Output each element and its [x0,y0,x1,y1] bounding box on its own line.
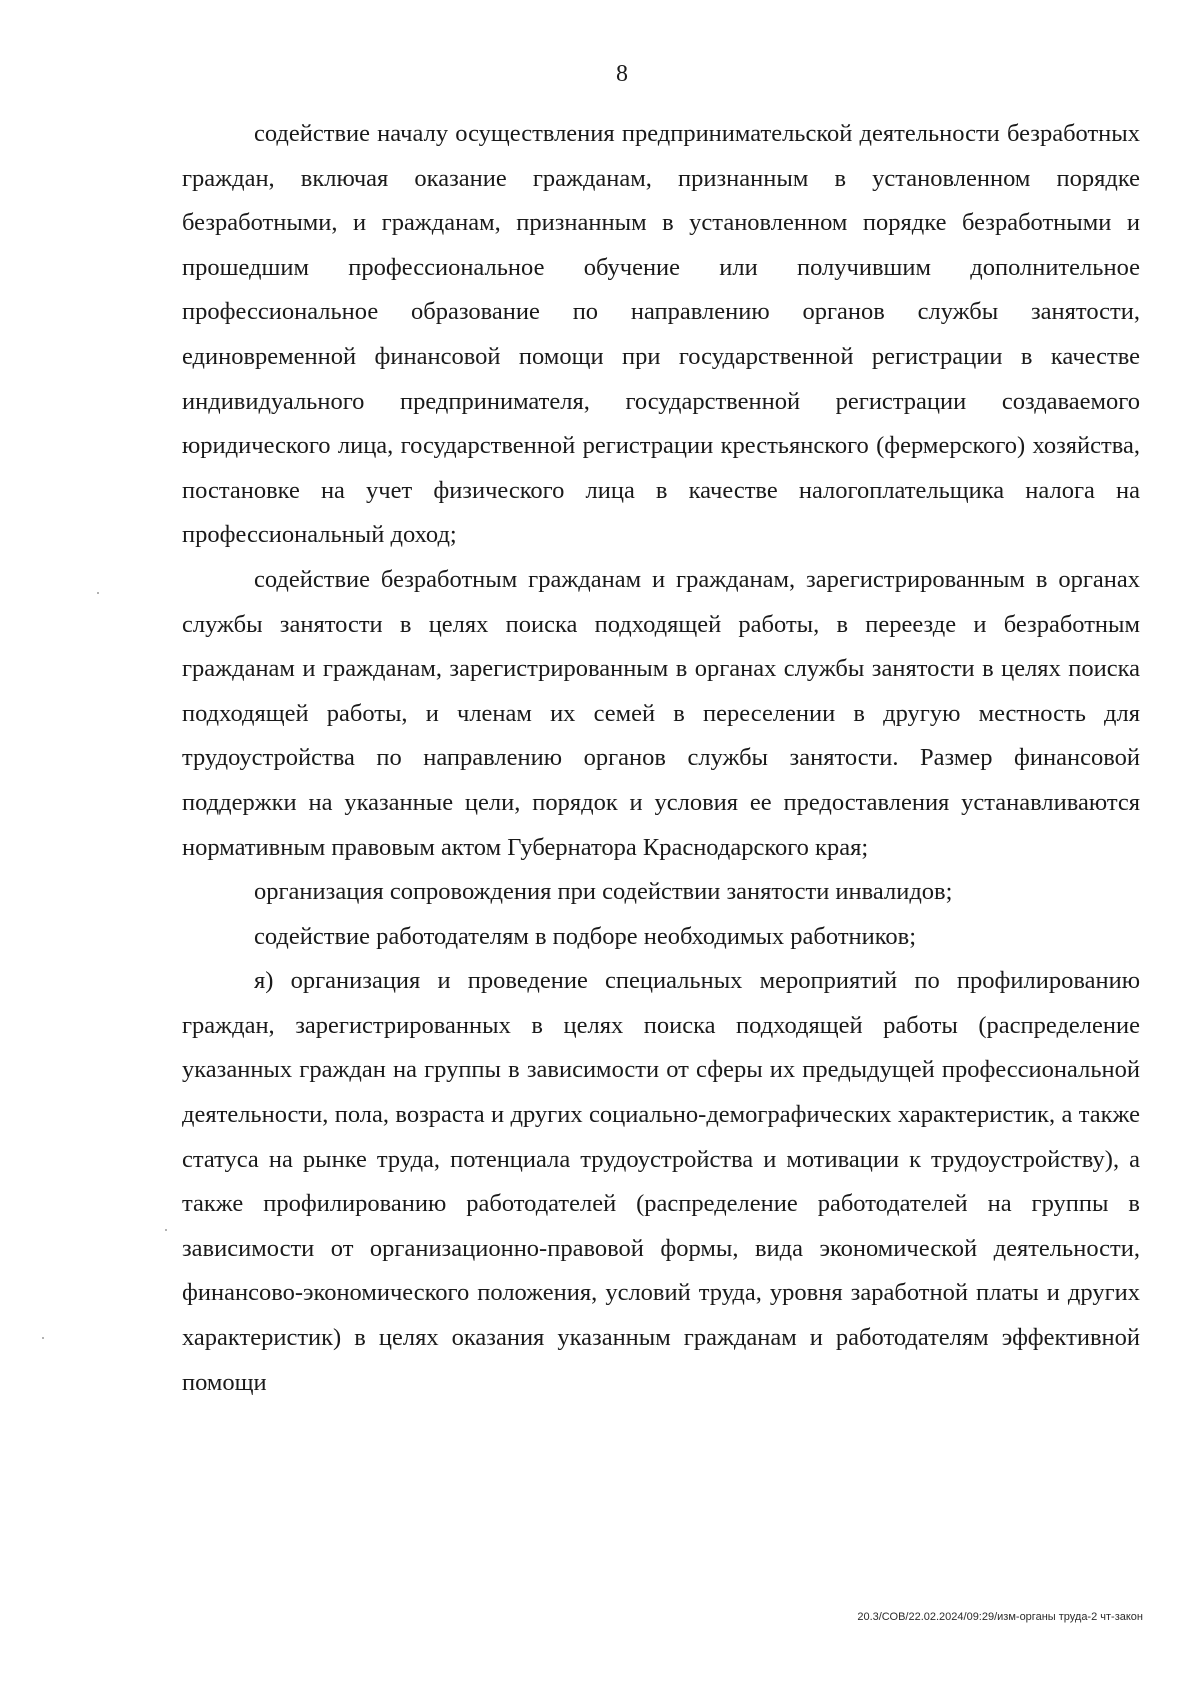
document-body [182,112,1140,1405]
paragraph-disabled-employment: организация сопровождения при содействии занятости инвалидов; [254,878,953,906]
paragraph-profiling: я) организация и проведение специальных мероприятий по профилированию граждан, зарегистрированных в целях поиска подходящей работы (распределение указанных граждан на группы в зависимости от сферы их предыдущей профессиональной деятельности, пола, возраста и других социально-демографических характеристик, а также статуса на рынке труда, потенциала трудоустройства и мотивации к трудоустройству), а также профилированию работодателей (распределение работодателей на группы в зависимости от организационно-правовой формы, вида экономической деятельности, финансово-экономического положения, условий труда, уровня заработной платы и других характеристик) в целях оказания указанным гражданам и работодателям эффективной помощи [182,967,1140,1396]
paragraph-relocation-support: содействие безработным гражданам и гражданам, зарегистрированным в органах службы занятости в целях поиска подходящей работы, в переезде и безработным гражданам и гражданам, зарегистрированным в органах службы занятости в целях поиска подходящей работы, и членам их семей в переселении в другую местность для трудоустройства по направлению органов службы занятости. Размер финансовой поддержки на указанные цели, порядок и условия ее предоставления устанавливаются нормативным правовым актом Губернатора Краснодарского края; [182,565,1140,861]
scan-speck [42,1337,44,1339]
scan-speck [97,592,99,594]
document-footer-code: 20.3/СОВ/22.02.2024/09:29/изм-органы труда-2 чт-закон [857,1611,1143,1623]
paragraph-entrepreneurship-support: содействие началу осуществления предпринимательской деятельности безработных граждан, включая оказание гражданам, признанным в установленном порядке безработными, и гражданам, признанным в установленном порядке безработными и прошедшим профессиональное обучение или получившим дополнительное профессиональное образование по направлению органов службы занятости, единовременной финансовой помощи при государственной регистрации в качестве индивидуального предпринимателя, государственной регистрации создаваемого юридического лица, государственной регистрации крестьянского (фермерского) хозяйства, постановке на учет физического лица в качестве налогоплательщика налога на профессиональный доход; [182,120,1140,549]
page-number: 8 [616,61,628,87]
scan-speck [165,1229,167,1231]
paragraph-employer-selection: содействие работодателям в подборе необходимых работников; [254,922,917,950]
